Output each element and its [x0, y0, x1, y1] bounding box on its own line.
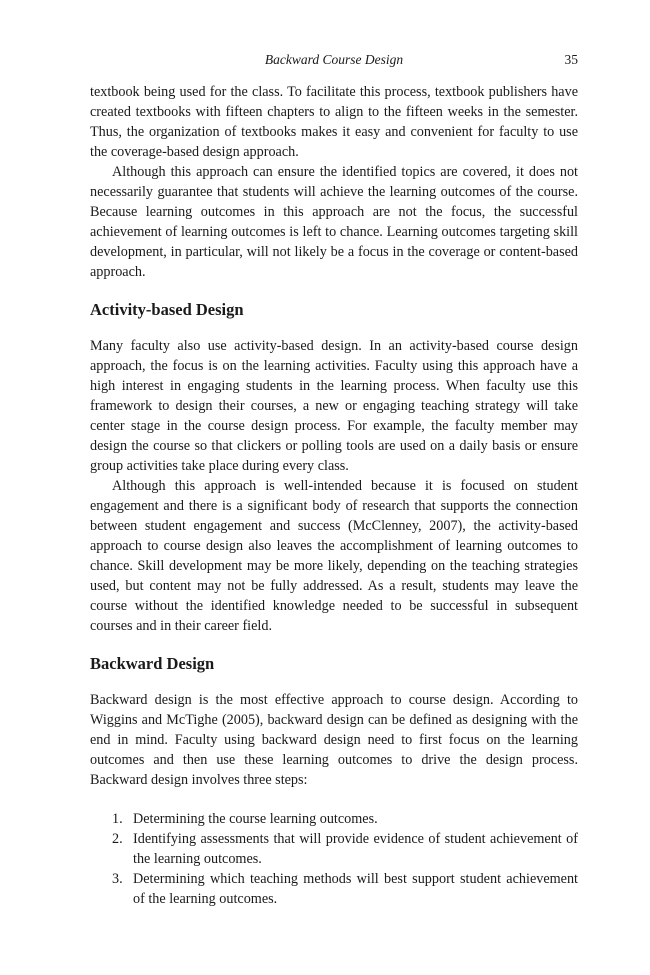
list-item-text: Determining the course learning outcomes.	[133, 811, 378, 827]
list-item-number: 1.	[112, 811, 123, 827]
running-header	[90, 50, 578, 72]
list-item	[90, 829, 578, 869]
section-heading-activity: Activity-based Design	[90, 300, 244, 319]
list-item	[90, 809, 578, 829]
running-title: Backward Course Design	[264, 52, 404, 67]
activity-paragraph-1: Many faculty also use activity-based design. In an activity-based course design approach, the focus is on the learning activities. Faculty using this approach have a high interest in engaging students in the learning process. When faculty use this framework to design their courses, a new or engaging teaching strategy will take center stage in the course design process. For example, the faculty member may design the course so that clickers or polling tools are used on a daily basis or ensure group activities take place during every class.	[90, 338, 578, 474]
backward-paragraph-1: Backward design is the most effective approach to course design. According to Wiggins and McTighe (2005), backward design can be defined as designing with the end in mind. Faculty using backward design need to first focus on the learning outcomes and then use these learning outcomes to drive the design process. Backward design involves three steps:	[90, 692, 578, 788]
page-number: 35	[564, 52, 578, 67]
list-item-text: Identifying assessments that will provide evidence of student achievement of the learning outcomes.	[133, 831, 578, 867]
intro-paragraph-1: textbook being used for the class. To facilitate this process, textbook publishers have created textbooks with fifteen chapters to align to the fifteen weeks in the semester. Thus, the organization of textbooks makes it easy and convenient for faculty to use the coverage-based design approach.	[90, 84, 578, 160]
activity-paragraph-2: Although this approach is well-intended because it is focused on student engagement and there is a significant body of research that supports the connection between student engagement and success (McClenney, 2007), the activity-based approach to course design also leaves the accomplishment of learning outcomes to chance. Skill development may be more likely, depending on the teaching strategies used, but content may not be fully addressed. As a result, students may leave the course without the identified knowledge needed to be successful in subsequent courses and in their career field.	[90, 478, 578, 634]
list-item-number: 2.	[112, 831, 123, 847]
intro-paragraph-2: Although this approach can ensure the identified topics are covered, it does not necessarily guarantee that students will achieve the learning outcomes of the course. Because learning outcomes in this approach are not the focus, the successful achievement of learning outcomes is left to chance. Learning outcomes targeting skill development, in particular, will not likely be a focus in the coverage or content-based approach.	[90, 164, 578, 280]
steps-list	[90, 809, 578, 909]
list-item-number: 3.	[112, 871, 123, 887]
book-page	[90, 50, 578, 909]
list-item-text: Determining which teaching methods will best support student achievement of the learning outcomes.	[133, 871, 578, 907]
list-item	[90, 869, 578, 909]
section-heading-backward: Backward Design	[90, 654, 215, 673]
